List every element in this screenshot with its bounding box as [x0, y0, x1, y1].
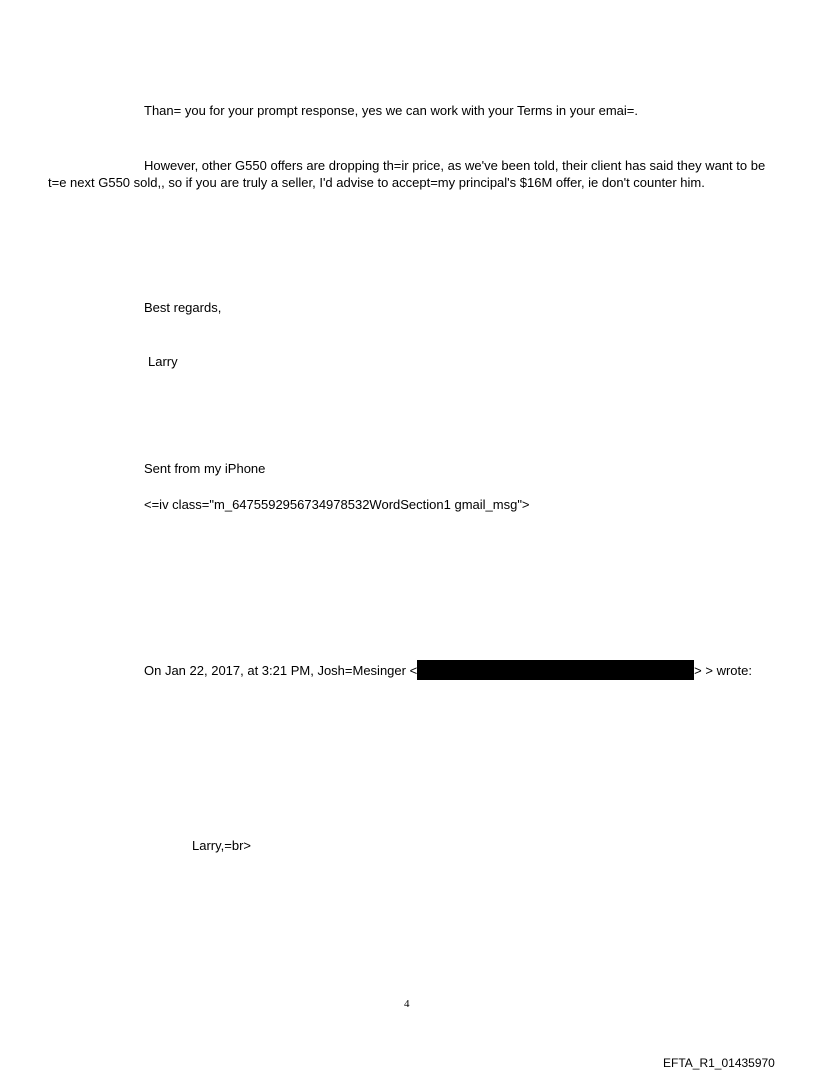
body-paragraph-1: Than= you for your prompt response, yes we can work with your Terms in your emai=.	[144, 103, 638, 118]
sent-from-line: Sent from my iPhone	[144, 461, 266, 476]
quote-header	[144, 660, 752, 680]
closing-line: Best regards,	[144, 300, 222, 315]
body-paragraph-2: However, other G550 offers are dropping th=ir price, as we've been told, their client has said they want to be t=e next G550 sold,, so if you are truly a seller, I'd advise to accept=my principal's $16M offer, ie don't counter him.	[48, 158, 766, 190]
quoted-greeting: Larry,=br>	[192, 838, 252, 853]
signature-name: Larry	[148, 354, 178, 369]
redaction-block	[417, 660, 694, 680]
quote-header-suffix: > > wrote:	[694, 663, 752, 678]
bates-number: EFTA_R1_01435970	[663, 1056, 775, 1070]
quote-header-prefix: On Jan 22, 2017, at 3:21 PM, Josh=Mesinger <	[144, 663, 418, 678]
page-number: 4	[404, 998, 410, 1010]
html-fragment-line: <=iv class="m_6475592956734978532WordSection1 gmail_msg">	[144, 497, 530, 512]
